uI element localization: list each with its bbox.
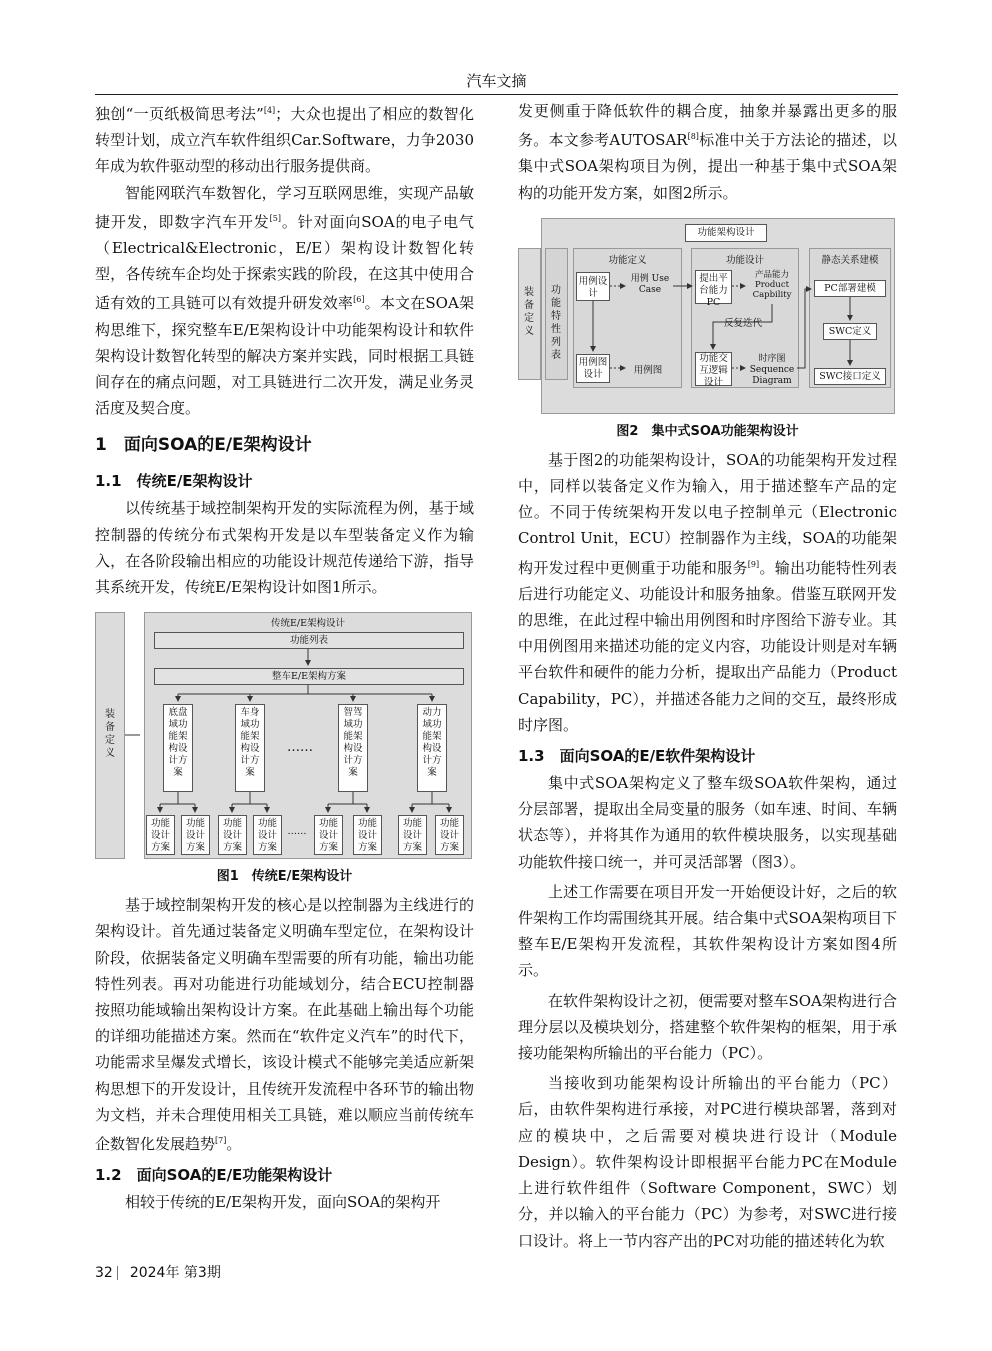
- paragraph: 上述工作需要在项目开发一开始便设计好，之后的软件架构工作均需围绕其开展。结合集中式SOA架构项目下整车E/E架构开发流程，其软件架构设计方案如图4所示。: [518, 882, 897, 980]
- figure-1: [95, 612, 472, 859]
- function-definition-label: 功能定义: [608, 254, 647, 266]
- leaf-box: 功能设计方案: [218, 815, 247, 855]
- usecase-diagram-design-box: 用例图设计: [576, 354, 610, 383]
- citation: [7]: [215, 1136, 227, 1146]
- domain-box-power: 动力域功能架构设计方案: [417, 704, 447, 792]
- paragraph: 以传统基于域控制架构开发的实际流程为例，基于域控制器的传统分布式架构开发是以车型装备定义作为输入，在各阶段输出相应的功能设计规范传递给下游，指导其系统开发，传统E/E架构设计如图1所示。: [95, 499, 474, 597]
- citation: [5]: [269, 213, 281, 223]
- paragraph: 基于图2的功能架构设计，SOA的功能架构开发过程中，同样以装备定义作为输入，用于描述整车产品的定位。不同于传统架构开发以电子控制单元（Electronic Control Unit，ECU）控制器作为主线，SOA的功能架构开发过程中更侧重于功能和服务[9]。输出功能特性列表后进行功能定义、功能设计和服务抽象。借鉴互联网开发的思维，在此过程中输出用例图和时序图给下游专业。其中用例图用来描述功能的定义内容，功能设计则是对车辆平台软件和硬件的能力分析，提取出产品能力（Product Capability，PC），并描述各能力之间的交互，最终形成时序图。: [518, 450, 897, 734]
- leaf-box: 功能设计方案: [253, 815, 282, 855]
- paragraph: 在软件架构设计之初，便需要对整车SOA架构进行合理分层以及模块划分，搭建整个软件架构的框架，用于承接功能架构所输出的平台能力（PC）。: [518, 991, 897, 1063]
- issue-label: 2024年 第3期: [129, 1265, 221, 1281]
- domain-box-body: 车身域功能架构设计方案: [235, 704, 265, 792]
- section-heading: 1 面向SOA的E/E架构设计: [95, 435, 312, 456]
- equipment-definition-label: 装备定义: [105, 709, 115, 760]
- domain-ellipsis: ……: [287, 740, 313, 756]
- static-modeling-label: 静态关系建模: [821, 254, 879, 266]
- figure-2: [518, 218, 895, 414]
- left-column: [95, 98, 474, 1215]
- paragraph: 集中式SOA架构定义了整车级SOA软件架构，通过分层部署，提取出全局变量的服务（如车速、时间、车辆状态等），并将其作为通用的软件模块服务，以实现基础功能软件接口统一，并可灵活部署（图3）。: [518, 774, 897, 871]
- footer-divider: [117, 1266, 118, 1280]
- page-number: 32: [95, 1265, 113, 1281]
- function-list-box: 功能列表: [154, 632, 464, 649]
- citation: [4]: [263, 106, 276, 115]
- right-column: [518, 98, 897, 1254]
- paragraph: 当接收到功能架构设计所输出的平台能力（PC）后，由软件架构进行承接，对PC进行模块部署，落到对应的模块中，之后需要对模块进行设计（Module Design）。软件架构设计即根据平台能力PC在Module上进行软件组件（Software Component，SWC）划分，并以输入的平台能力（PC）为参考，对SWC进行接口设计。将上一节内容产出的PC对功能的描述转化为软: [518, 1074, 897, 1250]
- header-rule: [95, 94, 898, 95]
- paragraph: 基于域控制架构开发的核心是以控制器为主线进行的架构设计。首先通过装备定义明确车型定位，在架构设计阶段，依据装备定义明确车型需要的所有功能，输出功能特性列表。再对功能进行功能域划分，结合ECU控制器按照功能域输出架构设计方案。在此基础上输出每个功能的详细功能描述方案。然而在“软件定义汽车”的时代下，功能需求呈爆发式增长，该设计模式不能够完美适应新架构思想下的开发设计，且传统开发流程中各环节的输出物为文档，并未合理使用相关工具链，难以顺应当前传统车企数智化发展趋势[7]。: [95, 896, 474, 1154]
- usecase-label: 用例 Use Case: [630, 273, 670, 295]
- subsection-heading: 1.1 传统E/E架构设计: [95, 472, 253, 491]
- leaf-box: 功能设计方案: [181, 815, 210, 855]
- figure-2-caption: 图2 集中式SOA功能架构设计: [616, 423, 799, 439]
- interaction-logic-box: 功能交互逻辑设计: [695, 352, 732, 386]
- product-capability-label: 产品能力 Product Capbility: [752, 269, 792, 300]
- citation: [6]: [353, 295, 365, 305]
- figure-1-title: 传统E/E架构设计: [270, 618, 346, 630]
- paragraph: 独创“一页纸极简思考法”[4]；大众也提出了相应的数智化转型计划，成立汽车软件组织Car.Software，力争2030年成为软件驱动型的移动出行服务提供商。: [95, 105, 474, 176]
- subsection-heading: 1.2 面向SOA的E/E功能架构设计: [95, 1166, 333, 1185]
- equipment-definition-label: 装备定义: [524, 286, 534, 337]
- page-footer: [95, 1262, 221, 1282]
- usecase-diagram-label: 用例图: [633, 364, 663, 376]
- extract-pc-box: 提出平台能力 PC: [695, 270, 732, 304]
- vehicle-architecture-box: 整车E/E架构方案: [154, 668, 464, 685]
- paragraph: 相较于传统的E/E架构开发，面向SOA的架构开: [125, 1193, 441, 1212]
- swc-interface-box: SWC接口定义: [814, 368, 886, 385]
- feature-list-label: 功能特性列表: [551, 284, 561, 361]
- domain-box-adas: 智驾域功能架构设计方案: [338, 704, 368, 792]
- leaf-box: 功能设计方案: [398, 815, 427, 855]
- figure-2-title: 功能架构设计: [685, 224, 767, 242]
- swc-definition-box: SWC定义: [823, 323, 877, 340]
- subsection-heading: 1.3 面向SOA的E/E软件架构设计: [518, 747, 756, 766]
- domain-box-chassis: 底盘域功能架构设计方案: [163, 704, 193, 792]
- citation: [8]: [687, 132, 699, 142]
- static-modeling-group: [809, 248, 891, 388]
- citation: [9]: [747, 559, 760, 569]
- sequence-diagram-label: 时序图 Sequence Diagram: [749, 353, 795, 386]
- usecase-design-box: 用例设计: [576, 272, 610, 301]
- leaf-ellipsis: ……: [287, 826, 307, 838]
- figure-1-caption: 图1 传统E/E架构设计: [216, 869, 353, 885]
- iterate-label: 反复迭代: [723, 317, 762, 329]
- leaf-box: 功能设计方案: [353, 815, 382, 855]
- pc-deploy-box: PC部署建模: [814, 280, 886, 297]
- leaf-box: 功能设计方案: [146, 815, 175, 855]
- paragraph: 智能网联汽车数智化，学习互联网思维，实现产品敏捷开发，即数字汽车开发[5]。针对面向SOA的电子电气（Electrical&Electronic，E/E）架构设计数智化转型，各传统车企均处于探索实践的阶段，在这其中使用合适有效的工具链可以有效提升研发效率[6]。本文在SOA架构思维下，探究整车E/E架构设计中功能架构设计和软件架构设计数智化转型的解决方案并实践，同时根据工具链间存在的痛点问题，对工具链进行二次开发，满足业务灵活度及契合度。: [95, 183, 474, 418]
- leaf-box: 功能设计方案: [314, 815, 343, 855]
- function-design-label: 功能设计: [725, 254, 764, 266]
- leaf-box: 功能设计方案: [435, 815, 464, 855]
- paragraph: 发更侧重于降低软件的耦合度，抽象并暴露出更多的服务。本文参考AUTOSAR[8]标准中关于方法论的描述，以集中式SOA架构项目为例，提出一种基于集中式SOA架构的功能开发方案，如图2所示。: [518, 102, 897, 202]
- running-header: 汽车文摘: [466, 72, 527, 90]
